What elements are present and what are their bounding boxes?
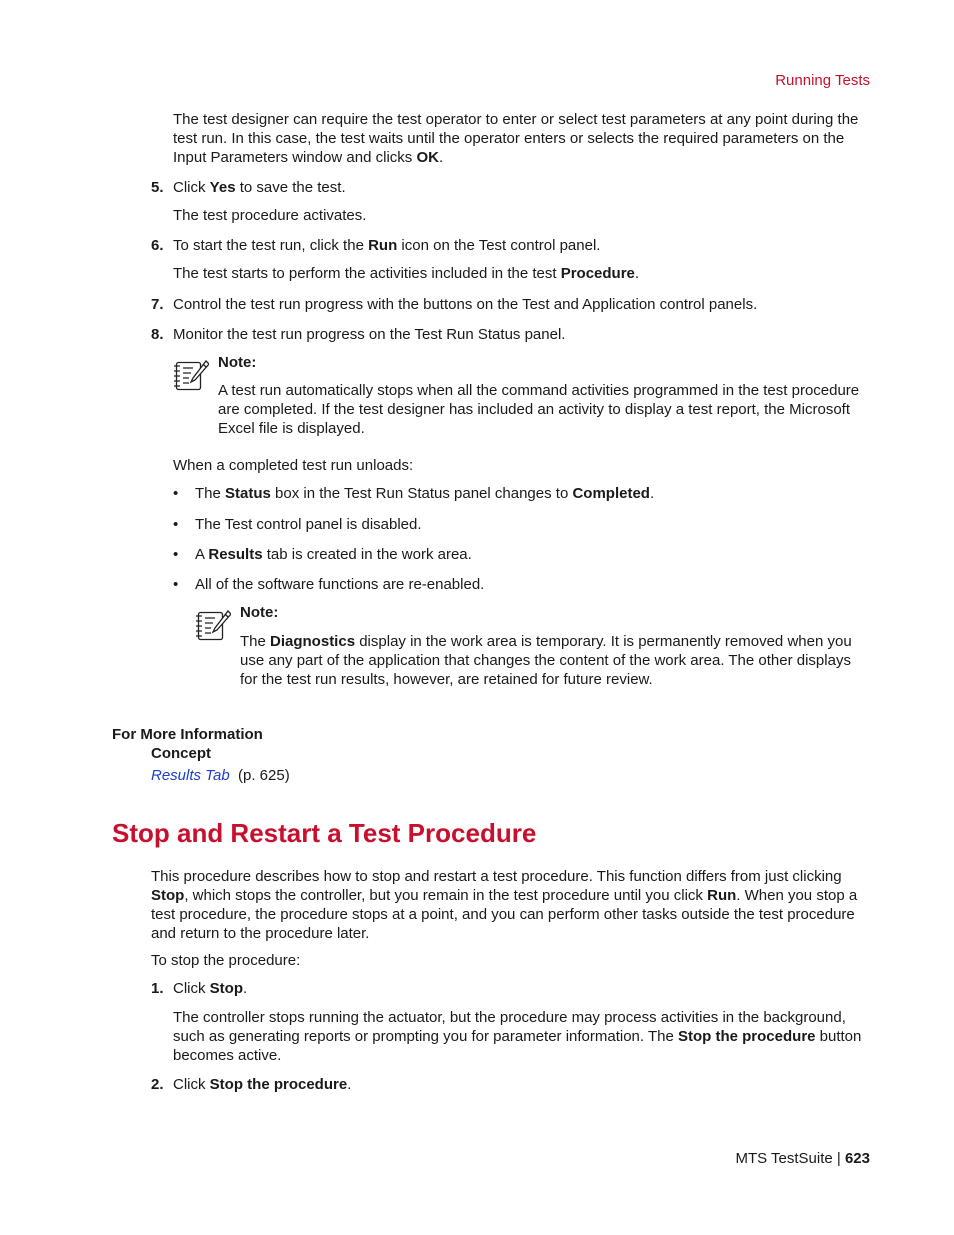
unload-lead: When a completed test run unloads: [173, 457, 414, 474]
step-subtext: The test starts to perform the activities included in the test Procedure. [173, 265, 640, 282]
step-subtext: The test procedure activates. [173, 207, 367, 224]
bullet-text: A Results tab is created in the work area. [195, 546, 472, 563]
step-subtext: The controller stops running the actuator, but the procedure may process activities in the background, such as generating reports or prompting you for parameter information. The Stop the procedure button becomes active. [173, 1009, 862, 1064]
intro-paragraph: The test designer can require the test operator to enter or select test parameters at any point during the test run. In this case, the test waits until the operator enters or selects the required parameters on the Input Parameters window and clicks OK. [173, 111, 859, 166]
section-heading: Stop and Restart a Test Procedure [112, 818, 537, 848]
bullet: • [173, 485, 179, 502]
product-name: MTS TestSuite [735, 1150, 833, 1167]
note-title: Note: [240, 604, 279, 621]
bullet: • [173, 546, 179, 563]
results-tab-reference [151, 766, 290, 785]
step-number: 8. [151, 326, 164, 343]
step-text: To start the test run, click the Run icon on the Test control panel. [173, 237, 601, 254]
more-info-title: For More Information [112, 726, 263, 743]
step-number: 7. [151, 296, 164, 313]
page-number: 623 [844, 1150, 870, 1167]
step-text: Click Stop the procedure. [173, 1076, 352, 1093]
step-text: Click Stop. [173, 980, 248, 997]
step-number: 6. [151, 237, 164, 254]
note-body: A test run automatically stops when all the command activities programmed in the test procedure are completed. If the test designer has included an activity to display a test report, the Microsoft Excel file is displayed. [218, 382, 860, 437]
step-text: Click Yes to save the test. [173, 179, 346, 196]
note-body: The Diagnostics display in the work area is temporary. It is permanently removed when you use any part of the application that changes the content of the work area. The other displays for the test run results, however, are retained for future review. [240, 633, 852, 688]
bullet-text: All of the software functions are re-enabled. [195, 576, 485, 593]
bullet: • [173, 516, 179, 533]
stop-lead: To stop the procedure: [151, 952, 301, 969]
bullet-text: The Test control panel is disabled. [195, 516, 422, 533]
concept-label: Concept [151, 745, 211, 762]
step-text: Monitor the test run progress on the Test Run Status panel. [173, 326, 566, 343]
page-footer: MTS TestSuite | 623 [735, 1150, 870, 1167]
note-title: Note: [218, 354, 257, 371]
running-header: Running Tests [775, 72, 870, 89]
section-paragraph: This procedure describes how to stop and restart a test procedure. This function differs from just clicking Stop, which stops the controller, but you remain in the test procedure until you click Run. When you stop a test procedure, the procedure stops at a point, and you can perform other tasks outside the test procedure and return to the procedure later. [151, 868, 858, 942]
step-number: 5. [151, 179, 164, 196]
note-pencil-icon [195, 608, 231, 642]
bullet-text: The Status box in the Test Run Status panel changes to Completed. [195, 485, 655, 502]
results-tab-link[interactable]: Results Tab [151, 767, 230, 784]
step-number: 2. [151, 1076, 164, 1093]
step-number: 1. [151, 980, 164, 997]
step-text: Control the test run progress with the buttons on the Test and Application control panels. [173, 296, 758, 313]
note-pencil-icon [173, 358, 209, 392]
bullet: • [173, 576, 179, 593]
page-reference: (p. 625) [238, 767, 290, 784]
